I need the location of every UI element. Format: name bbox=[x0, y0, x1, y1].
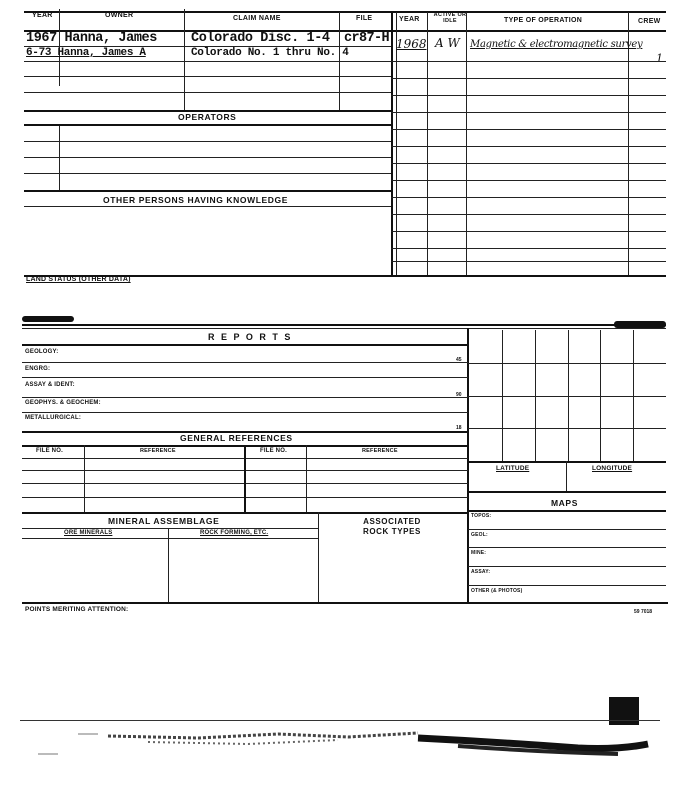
mid-top-border bbox=[22, 324, 666, 326]
points-meriting-attention-label: POINTS MERITING ATTENTION: bbox=[25, 606, 129, 613]
vline-associated bbox=[318, 512, 319, 603]
other-persons-bottom bbox=[24, 206, 391, 207]
report-assay: ASSAY & IDENT: bbox=[25, 382, 75, 388]
scan-line bbox=[20, 720, 660, 721]
col-type-of-operation: TYPE OF OPERATION bbox=[504, 17, 583, 24]
right-row-line bbox=[391, 261, 666, 262]
gen-ref-file-no: FILE NO. bbox=[36, 448, 63, 454]
gen-ref-file-no-2: FILE NO. bbox=[260, 448, 287, 454]
map-mine: MINE: bbox=[471, 550, 487, 556]
other-persons-heading: OTHER PERSONS HAVING KNOWLEDGE bbox=[103, 195, 289, 205]
right-row-line bbox=[391, 197, 666, 198]
gen-ref-reference-2: REFERENCE bbox=[362, 448, 398, 454]
mineral-subheader-line bbox=[22, 528, 318, 529]
report-geology-num: 45 bbox=[456, 357, 462, 363]
vline-gen-ref-mid bbox=[244, 445, 246, 512]
row2-year-owner: 6-73 Hanna, James A bbox=[26, 47, 146, 59]
maps-header-bottom bbox=[468, 510, 666, 512]
col-active-idle: ACTIVE OR IDLE bbox=[433, 12, 467, 24]
right-row-line bbox=[391, 180, 666, 181]
land-status-label: LAND STATUS (OTHER DATA) bbox=[26, 276, 131, 283]
right-row-line bbox=[391, 112, 666, 113]
col-crew: CREW bbox=[638, 18, 661, 25]
latitude-label: LATITUDE bbox=[496, 465, 530, 472]
mineral-subheader-bottom bbox=[22, 538, 318, 539]
form-number: 59 7018 bbox=[634, 609, 653, 615]
row-line bbox=[24, 76, 391, 77]
report-line bbox=[22, 412, 468, 413]
vline-lat-long bbox=[566, 461, 567, 491]
row-line bbox=[24, 46, 391, 47]
vline-operators bbox=[59, 126, 60, 190]
map-line bbox=[468, 585, 666, 586]
map-topos: TOPOS: bbox=[471, 513, 492, 519]
col-owner: OWNER bbox=[105, 12, 134, 19]
mineral-assemblage-heading: MINERAL ASSEMBLAGE bbox=[108, 516, 220, 526]
op-year: 1968 bbox=[396, 37, 427, 51]
row-line bbox=[24, 157, 391, 158]
gen-ref-reference: REFERENCE bbox=[140, 448, 176, 454]
grid-hline bbox=[468, 396, 666, 397]
right-row-line bbox=[391, 129, 666, 130]
row-line bbox=[24, 61, 391, 62]
row2-claim: Colorado No. 1 thru No. 4 bbox=[191, 47, 349, 59]
map-assay: ASSAY: bbox=[471, 569, 491, 575]
report-assay-num: 90 bbox=[456, 392, 462, 398]
row-line bbox=[24, 141, 391, 142]
col-claim-name: CLAIM NAME bbox=[233, 15, 281, 22]
reports-heading: R E P O R T S bbox=[208, 332, 293, 342]
report-metallurgical-num: 18 bbox=[456, 425, 462, 431]
vline-active bbox=[427, 12, 428, 275]
vline-year2 bbox=[396, 12, 397, 275]
right-row-line bbox=[391, 78, 666, 79]
row-line bbox=[24, 92, 391, 93]
scan-smudge bbox=[22, 316, 74, 322]
report-engrg: ENGRG: bbox=[25, 366, 51, 372]
ore-minerals-label: ORE MINERALS bbox=[64, 530, 113, 536]
col-file: FILE bbox=[356, 15, 373, 22]
report-line bbox=[22, 377, 468, 378]
map-line bbox=[468, 566, 666, 567]
vline-left-block bbox=[391, 12, 393, 275]
mid-bottom-border bbox=[22, 602, 668, 604]
row1-claim: Colorado Disc. 1-4 bbox=[191, 31, 330, 46]
associated-rock-types-heading: ASSOCIATED ROCK TYPES bbox=[362, 517, 421, 536]
op-active: A W bbox=[435, 36, 460, 50]
maps-top bbox=[468, 491, 666, 493]
map-geol: GEOL: bbox=[471, 532, 488, 538]
report-line bbox=[22, 397, 468, 398]
right-row-line bbox=[391, 214, 666, 215]
operators-bottom bbox=[24, 124, 391, 126]
vline-crew bbox=[628, 12, 629, 275]
map-line bbox=[468, 529, 666, 530]
op-type: Magnetic & electromagnetic survey bbox=[470, 39, 643, 50]
row1-file: cr87-H bbox=[344, 31, 390, 46]
other-persons-top bbox=[24, 190, 391, 192]
reports-header-bottom bbox=[22, 344, 468, 346]
vline-mineral bbox=[168, 528, 169, 603]
report-geophys: GEOPHYS. & GEOCHEM: bbox=[25, 400, 101, 406]
vline-type bbox=[466, 12, 467, 275]
col-year: YEAR bbox=[32, 12, 53, 19]
vline-gen-ref bbox=[84, 445, 85, 512]
longitude-label: LONGITUDE bbox=[592, 465, 633, 472]
op-crew: 1 bbox=[656, 52, 663, 65]
right-row-line bbox=[391, 61, 666, 62]
col-year-2: YEAR bbox=[399, 16, 420, 23]
grid-bottom bbox=[468, 461, 666, 463]
general-references-heading: GENERAL REFERENCES bbox=[180, 433, 293, 443]
vline-reports-right bbox=[467, 328, 469, 602]
rock-forming-label: ROCK FORMING, ETC. bbox=[200, 530, 269, 536]
right-row-line bbox=[391, 163, 666, 164]
maps-heading: MAPS bbox=[551, 498, 578, 508]
report-geology: GEOLOGY: bbox=[25, 349, 59, 355]
row1-year-owner: 1967 Hanna, James bbox=[26, 31, 157, 46]
row-line bbox=[24, 173, 391, 174]
right-row-line bbox=[391, 231, 666, 232]
vline-owner bbox=[184, 9, 185, 110]
mineral-top bbox=[22, 512, 468, 514]
report-metallurgical: METALLURGICAL: bbox=[25, 415, 82, 421]
scan-noise-strip bbox=[18, 724, 668, 764]
mid-top-border-2 bbox=[22, 328, 666, 329]
grid-hline bbox=[468, 363, 666, 364]
grid-hline bbox=[468, 428, 666, 429]
map-line bbox=[468, 547, 666, 548]
right-row-line bbox=[391, 95, 666, 96]
operators-heading: OPERATORS bbox=[178, 112, 237, 122]
vline-gen-ref bbox=[306, 445, 307, 512]
right-row-line bbox=[391, 146, 666, 147]
report-line bbox=[22, 362, 468, 363]
right-row-line bbox=[391, 248, 666, 249]
map-other: OTHER (& PHOTOS) bbox=[471, 588, 523, 594]
